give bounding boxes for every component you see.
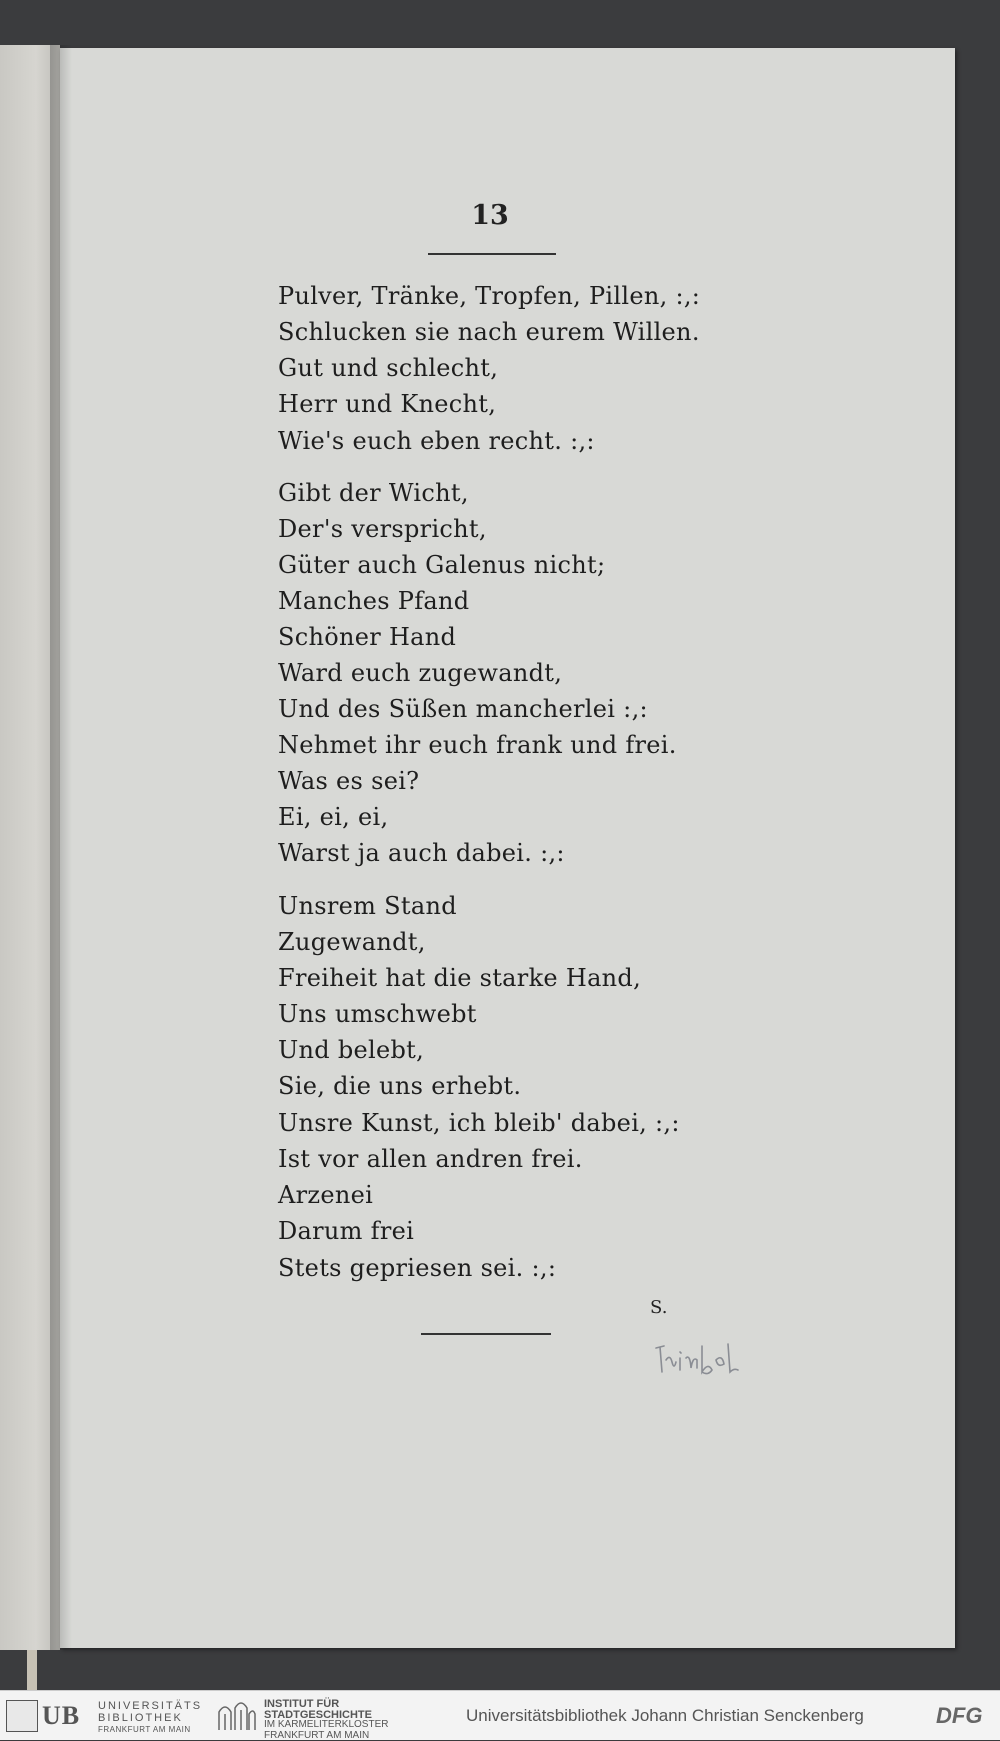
ub-text (98, 1700, 202, 1736)
poem-line: Freiheit hat die starke Hand, (278, 964, 641, 992)
ub-logo[interactable] (6, 1701, 80, 1731)
institute-text (264, 1699, 388, 1741)
poem-line: Gibt der Wicht, (278, 479, 469, 507)
poem-line: Pulver, Tränke, Tropfen, Pillen, :,: (278, 282, 700, 310)
institute-line: FRANKFURT AM MAIN (264, 1731, 388, 1741)
library-name[interactable]: Universitätsbibliothek Johann Christian Senckenberg (466, 1706, 864, 1726)
footer-bar (0, 1690, 1000, 1740)
poem-line: Und belebt, (278, 1036, 424, 1064)
poem-line: Gut und schlecht, (278, 354, 498, 382)
ub-text-line: UNIVERSITÄTS (98, 1700, 202, 1712)
spine-shadow (50, 45, 72, 1650)
footer-rule (421, 1333, 551, 1335)
poem-line: Unsrem Stand (278, 892, 457, 920)
ub-text-line: BIBLIOTHEK (98, 1712, 202, 1724)
poem-line: Herr und Knecht, (278, 390, 496, 418)
author-initial: S. (650, 1297, 667, 1318)
poem-line: Zugewandt, (278, 928, 426, 956)
poem-line: Unsre Kunst, ich bleib' dabei, :,: (278, 1109, 680, 1137)
header-rule (428, 253, 556, 255)
poem-line: Uns umschwebt (278, 1000, 477, 1028)
poem-line: Ei, ei, ei, (278, 803, 388, 831)
poem-line: Schöner Hand (278, 623, 456, 651)
poem-line: Darum frei (278, 1217, 414, 1245)
poem-line: Arzenei (278, 1181, 373, 1209)
institute-line: STADTGESCHICHTE (264, 1710, 388, 1721)
poem-line: Ward euch zugewandt, (278, 659, 562, 687)
poem-line: Warst ja auch dabei. :,: (278, 839, 565, 867)
poem-line: Schlucken sie nach eurem Willen. (278, 318, 700, 346)
poem-line: Nehmet ihr euch frank und frei. (278, 731, 677, 759)
poem-line: Sie, die uns erhebt. (278, 1072, 521, 1100)
ub-text-line: FRANKFURT AM MAIN (98, 1724, 202, 1736)
poem-line: Der's verspricht, (278, 515, 487, 543)
poem-line: Manches Pfand (278, 587, 469, 615)
ub-emblem-icon (6, 1700, 38, 1732)
poem-line: Und des Süßen mancherlei :,: (278, 695, 648, 723)
bookmark-ribbon (27, 1650, 37, 1690)
page-number: 13 (420, 200, 560, 231)
poem-line: Wie's euch eben recht. :,: (278, 427, 595, 455)
poem-line: Was es sei? (278, 767, 419, 795)
poem-line: Ist vor allen andren frei. (278, 1145, 583, 1173)
handwritten-signature (652, 1338, 752, 1380)
dfg-logo[interactable]: DFG (936, 1703, 982, 1729)
ub-letters: UB (42, 1701, 80, 1731)
institute-line: INSTITUT FÜR (264, 1699, 388, 1710)
institute-line: IM KARMELITERKLOSTER (264, 1720, 388, 1731)
poem-line: Stets gepriesen sei. :,: (278, 1254, 556, 1282)
poem-line: Güter auch Galenus nicht; (278, 551, 605, 579)
institute-logo-icon[interactable] (215, 1700, 257, 1732)
